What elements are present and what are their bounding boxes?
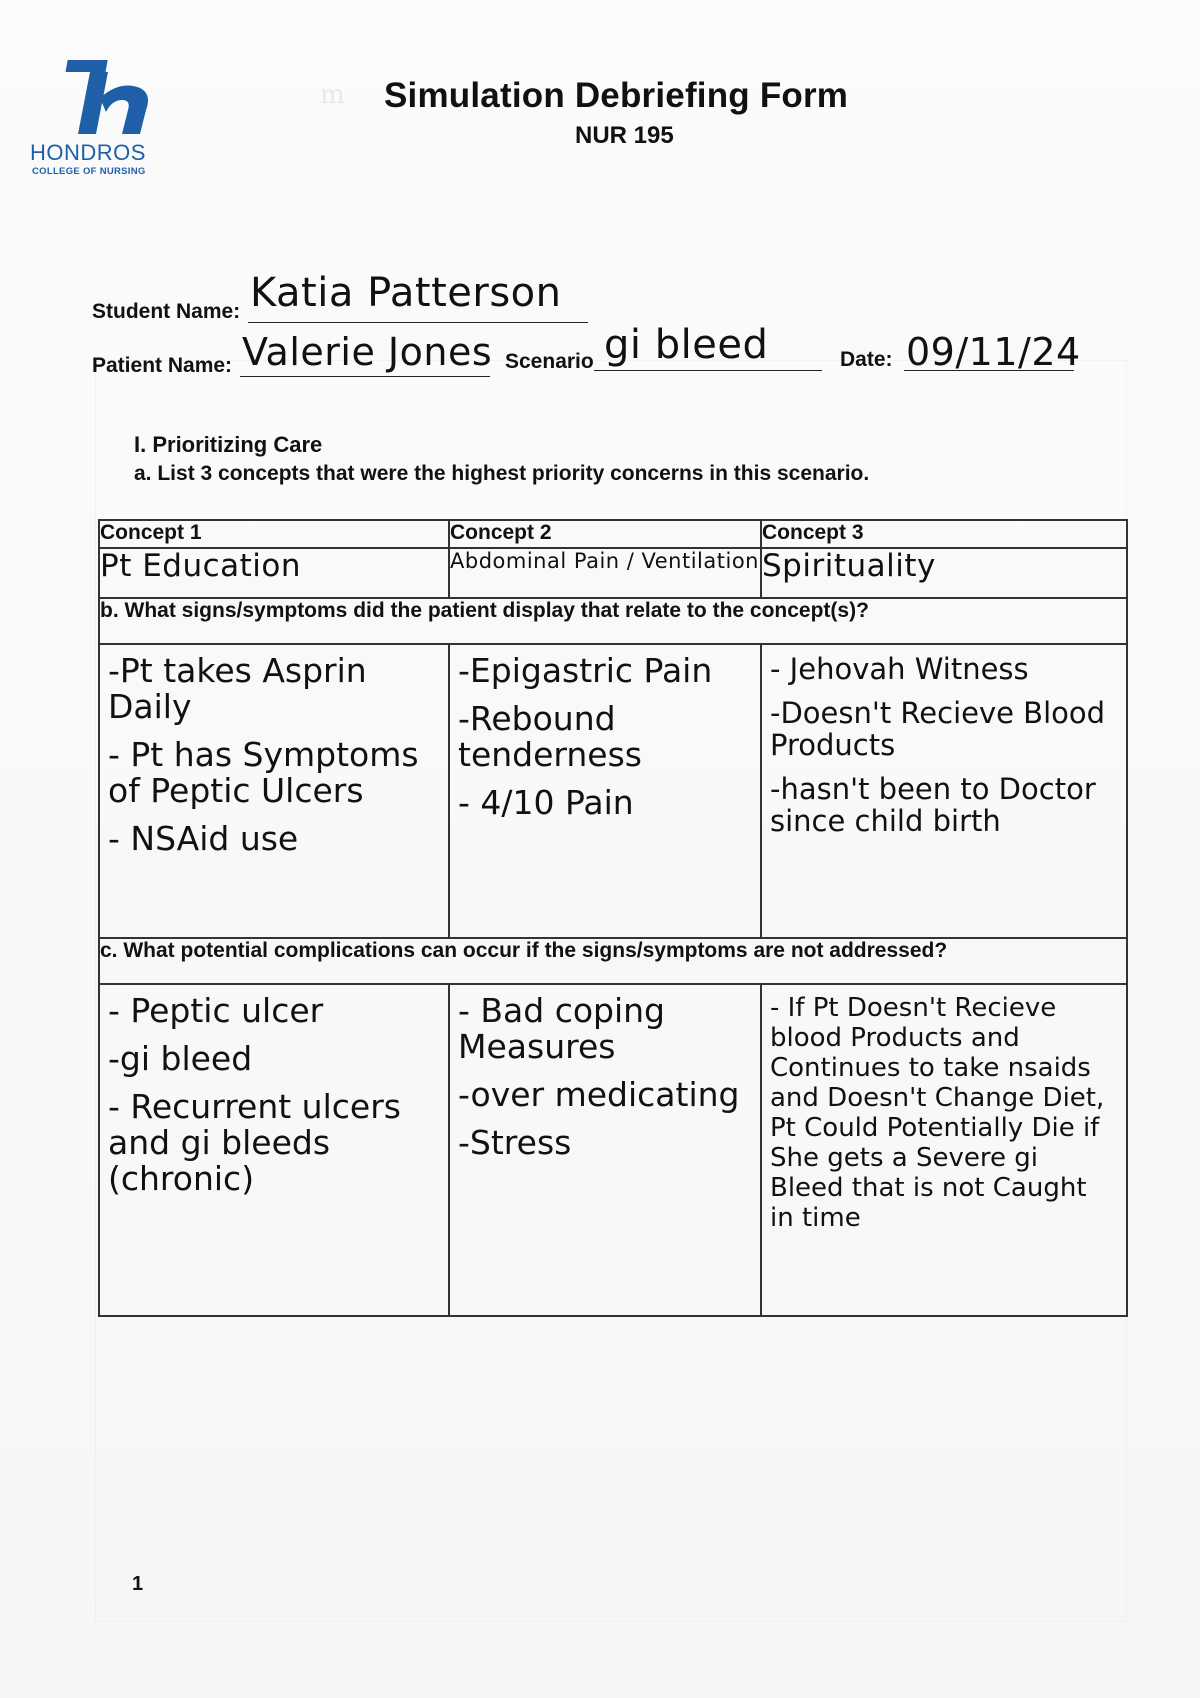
scenario-line <box>594 370 822 371</box>
page-number: 1 <box>132 1573 144 1595</box>
list-item: -Rebound tenderness <box>458 699 642 774</box>
question-a: a. List 3 concepts that were the highest priority concerns in this scenario. <box>134 462 870 485</box>
debrief-table <box>98 519 1128 1317</box>
bleed-through-text: m <box>319 79 345 111</box>
question-b-row <box>99 598 1127 644</box>
list-item: -Epigastric Pain <box>458 651 713 690</box>
date-value: 09/11/24 <box>906 330 1081 374</box>
patient-name-line <box>240 376 490 377</box>
list-item: - Jehovah Witness <box>770 652 1029 686</box>
form-title: Simulation Debriefing Form <box>384 76 849 115</box>
signs-concept-1 <box>99 644 449 938</box>
section-heading: I. Prioritizing Care <box>134 432 323 457</box>
list-item: -Stress <box>458 1123 572 1162</box>
concept-1-header: Concept 1 <box>99 520 449 548</box>
complications-concept-2 <box>449 984 761 1316</box>
list-item: - 4/10 Pain <box>458 783 634 822</box>
list-item: -hasn't been to Doctor since child birth <box>770 772 1096 838</box>
concept-2-header: Concept 2 <box>449 520 761 548</box>
list-item: -gi bleed <box>108 1039 253 1078</box>
student-name-value: Katia Patterson <box>250 270 562 316</box>
concept-2-value: Abdominal Pain / Ventilation <box>449 548 761 598</box>
list-item: -Pt takes Asprin Daily <box>108 651 367 726</box>
logo-subtitle: COLLEGE OF NURSING <box>32 166 146 177</box>
list-item: -over medicating <box>458 1075 740 1114</box>
logo-wordmark: HONDROS <box>30 140 146 165</box>
signs-concept-2 <box>449 644 761 938</box>
complications-row <box>99 984 1127 1316</box>
scenario-value: gi bleed <box>604 322 769 368</box>
patient-name-label: Patient Name: <box>92 354 233 377</box>
course-code: NUR 195 <box>575 122 674 149</box>
complications-concept-1 <box>99 984 449 1316</box>
list-item: -Doesn't Recieve Blood Products <box>770 696 1106 762</box>
list-item: - Peptic ulcer <box>108 991 324 1030</box>
patient-name-value: Valerie Jones <box>242 330 493 374</box>
college-logo <box>30 58 170 188</box>
student-name-label: Student Name: <box>92 300 241 323</box>
date-label: Date: <box>840 348 893 371</box>
complications-concept-3 <box>761 984 1127 1316</box>
student-name-line <box>248 322 588 323</box>
list-item: - Pt has Symptoms of Peptic Ulcers <box>108 735 419 810</box>
question-c: c. What potential complications can occur if the signs/symptoms are not addressed? <box>99 938 1127 984</box>
signs-row <box>99 644 1127 938</box>
concept-value-row <box>99 548 1127 598</box>
scenario-label: Scenario <box>505 350 594 373</box>
list-item: - If Pt Doesn't Recieve blood Products and Continues to take nsaids and Doesn't Change Diet, Pt Could Potentially Die if She gets a Severe gi Bleed that is not Caught in time <box>770 993 1105 1233</box>
list-item: - Recurrent ulcers and gi bleeds (chronic) <box>108 1087 401 1198</box>
signs-concept-3 <box>761 644 1127 938</box>
hondros-h-logo-icon <box>60 58 160 136</box>
question-b: b. What signs/symptoms did the patient display that relate to the concept(s)? <box>99 598 1127 644</box>
list-item: - Bad coping Measures <box>458 991 666 1066</box>
concept-3-value: Spirituality <box>761 548 1127 598</box>
concept-3-header: Concept 3 <box>761 520 1127 548</box>
list-item: - NSAid use <box>108 819 299 858</box>
concept-1-value: Pt Education <box>99 548 449 598</box>
concept-header-row <box>99 520 1127 548</box>
question-c-row <box>99 938 1127 984</box>
